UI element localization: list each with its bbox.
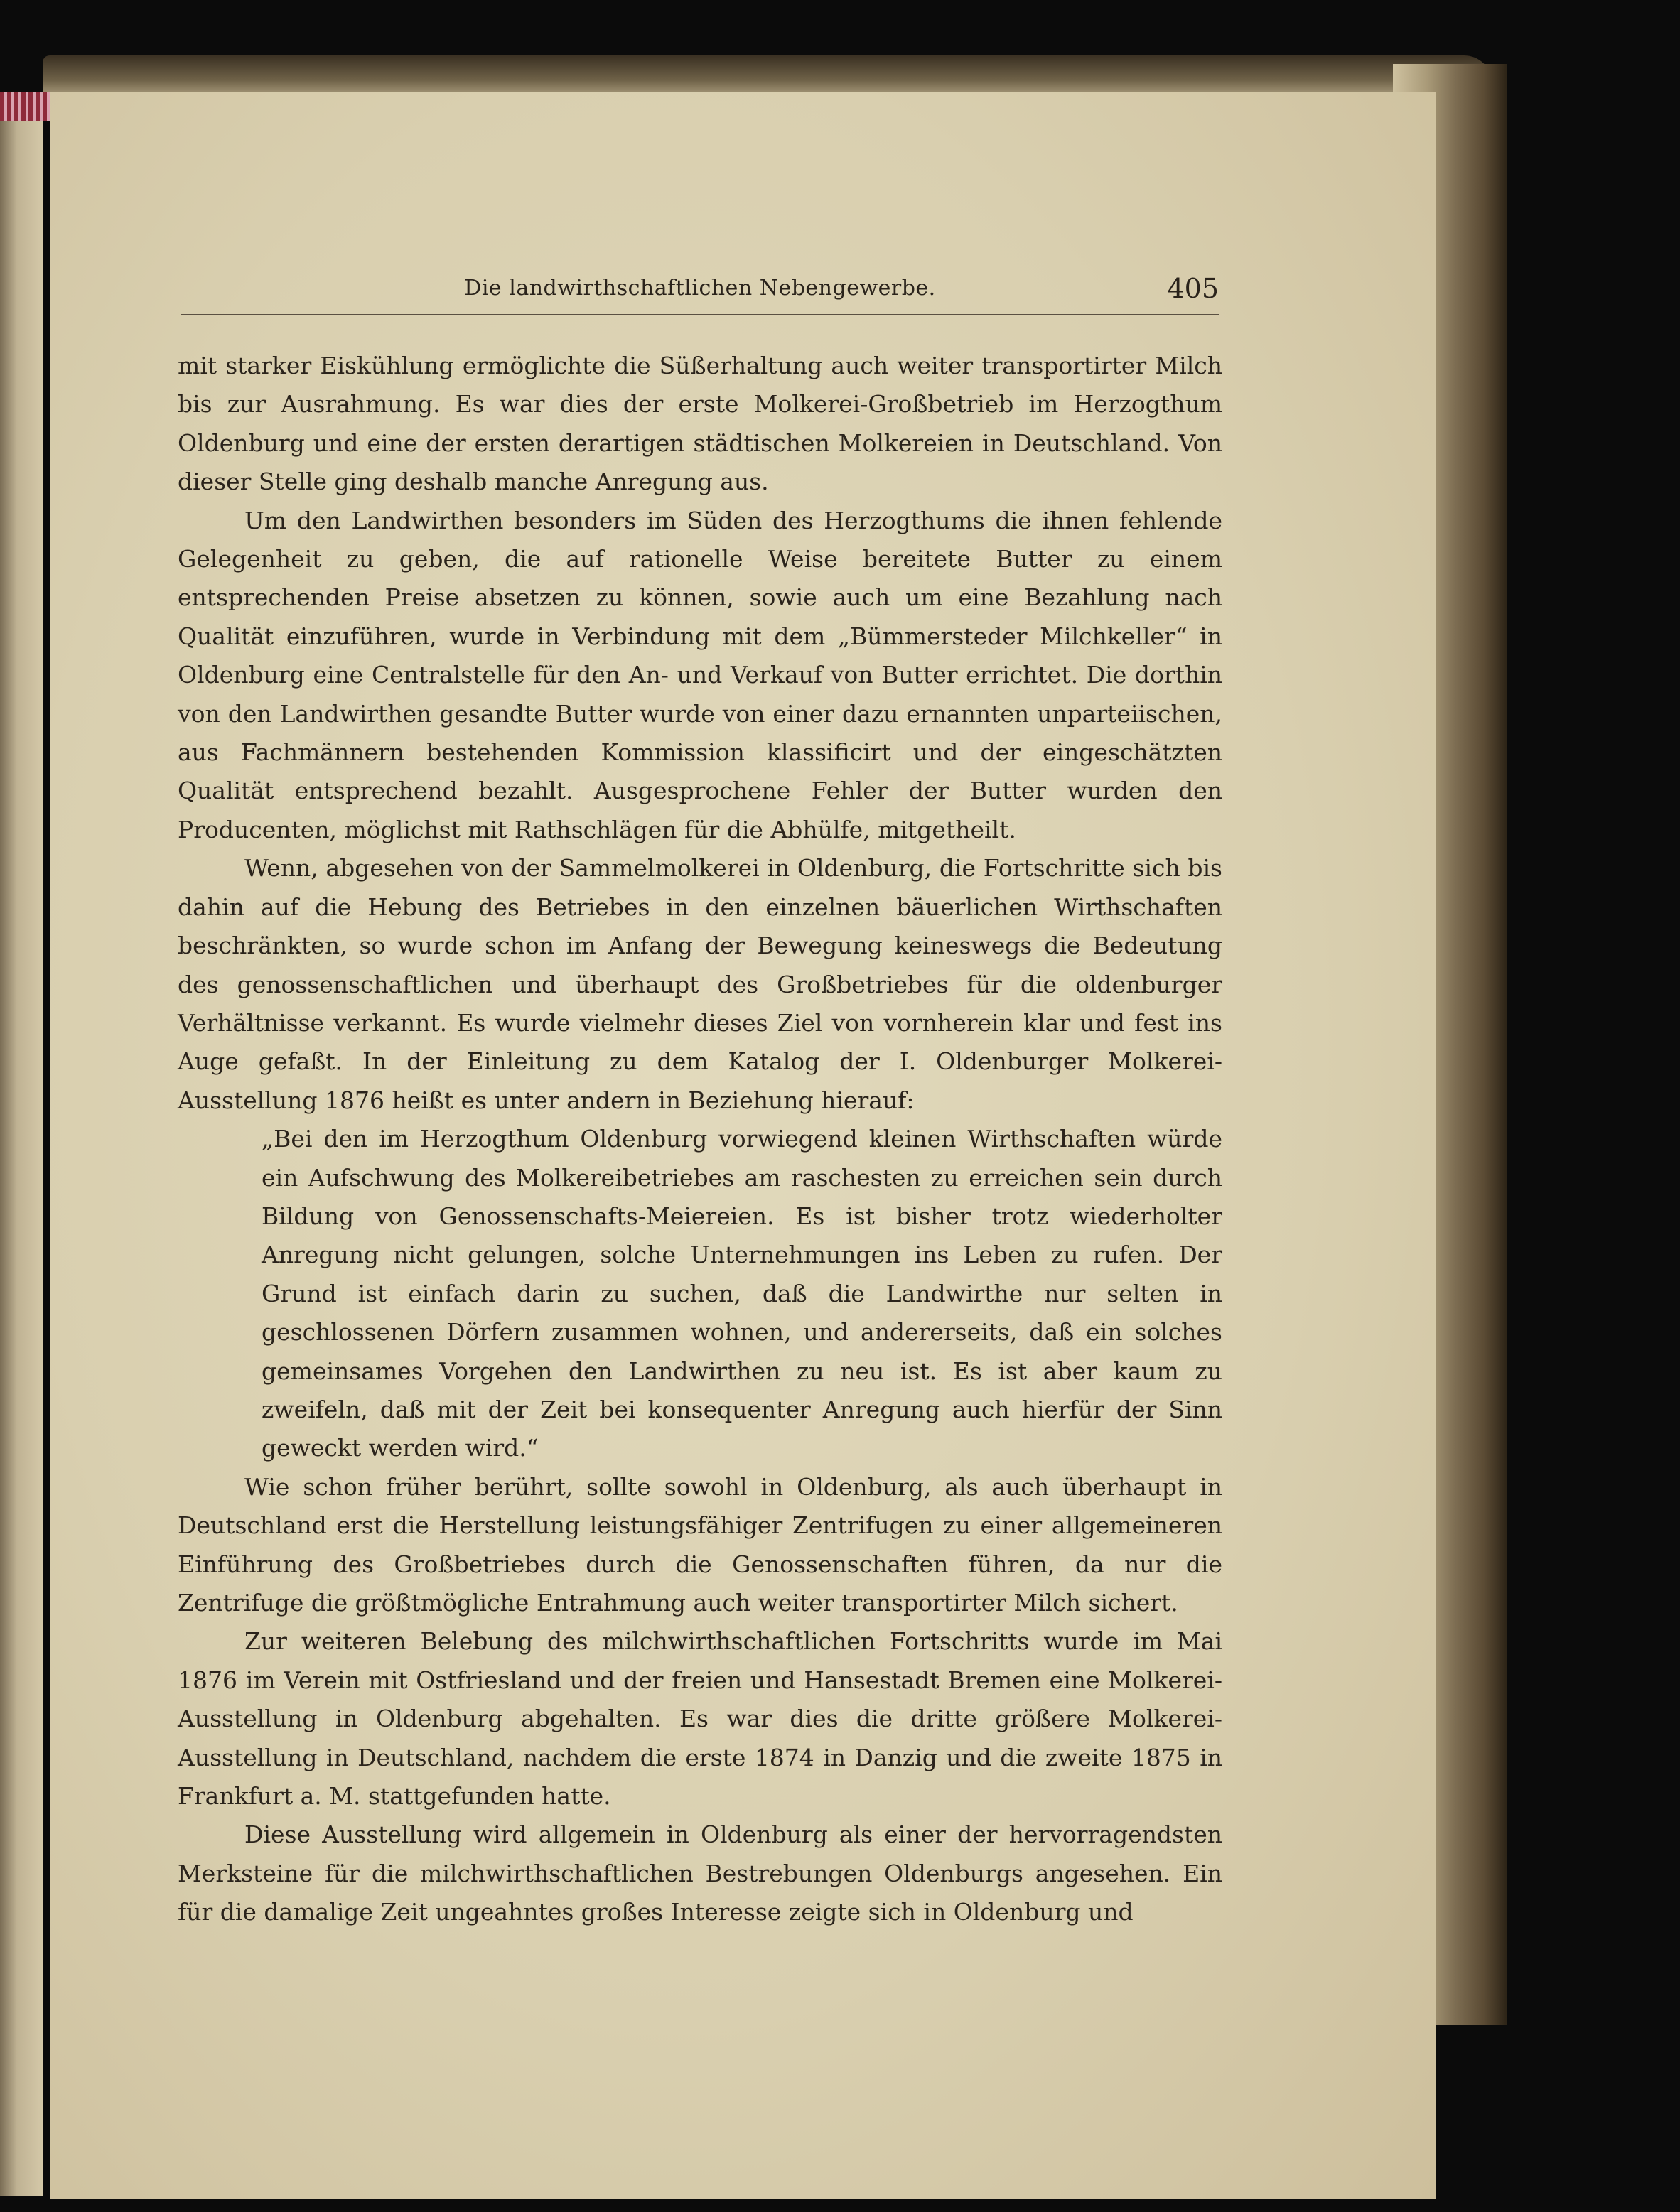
paragraph-4: Wie schon früher berührt, sollte sowohl in Oldenburg, als auch überhaupt in Deutschland erst die Herstellung leistungsfähiger Zentrifugen zu einer allgemeineren Einführung des Großbetriebes durch die Genossenschaften führen, da nur die Zentrifuge die größtmögliche Entrahmung auch weiter transportirter Milch sichert.: [178, 1472, 1222, 1617]
running-title: Die landwirthschaftlichen Nebengewerbe.: [464, 276, 936, 301]
running-header: [181, 273, 1219, 315]
page-body: [178, 347, 1222, 1932]
paragraph-1: mit starker Eiskühlung ermöglichte die Süßerhaltung auch weiter transportirter Milch bis zur Ausrahmung. Es war dies der erste Molkerei-Großbetrieb im Herzogthum Oldenburg und eine der ersten derartigen städtischen Molkereien in Deutschland. Von dieser Stelle ging deshalb manche Anregung aus.: [178, 352, 1222, 496]
previous-page-edge: [0, 107, 43, 2196]
paragraph-6: Diese Ausstellung wird allgemein in Oldenburg als einer der hervorragendsten Merksteine für die milchwirthschaftlichen Bestrebungen Oldenburgs angesehen. Ein für die damalige Zeit ungeahntes großes Interesse zeigte sich in Oldenburg und: [178, 1820, 1222, 1926]
ribbon-marker: [0, 92, 50, 121]
page-number: 405: [1167, 273, 1219, 304]
paragraph-2: Um den Landwirthen besonders im Süden des Herzogthums die ihnen fehlende Gelegenheit zu geben, die auf rationelle Weise bereitete Butter zu einem entsprechenden Preise absetzen zu können, sowie auch um eine Bezahlung nach Qualität einzuführen, wurde in Verbindung mit dem „Bümmersteder Milchkeller“ in Oldenburg eine Centralstelle für den An- und Verkauf von Butter errichtet. Die dorthin von den Landwirthen gesandte Butter wurde von einer dazu ernannten unparteiischen, aus Fachmännern bestehenden Kommission klassificirt und der eingeschätzten Qualität entsprechend bezahlt. Ausgesprochene Fehler der Butter wurden den Producenten, möglichst mit Rathschlägen für die Abhülfe, mitgetheilt.: [178, 506, 1222, 843]
paragraph-5: Zur weiteren Belebung des milchwirthschaftlichen Fortschritts wurde im Mai 1876 im Verein mit Ostfriesland und der freien und Hansestadt Bremen eine Molkerei-Ausstellung in Oldenburg abgehalten. Es war dies die dritte größere Molkerei-Ausstellung in Deutschland, nachdem die erste 1874 in Danzig und die zweite 1875 in Frankfurt a. M. stattgefunden hatte.: [178, 1627, 1222, 1811]
paragraph-3: Wenn, abgesehen von der Sammelmolkerei in Oldenburg, die Fortschritte sich bis dahin auf die Hebung des Betriebes in den einzelnen bäuerlichen Wirthschaften beschränkten, so wurde schon im Anfang der Bewegung keineswegs die Bedeutung des genossenschaftlichen und überhaupt des Großbetriebes für die oldenburger Verhältnisse verkannt. Es wurde vielmehr dieses Ziel von vornherein klar und fest ins Auge gefaßt. In der Einleitung zu dem Katalog der I. Oldenburger Molkerei-Ausstellung 1876 heißt es unter andern in Beziehung hierauf:: [178, 854, 1222, 1114]
block-quote: „Bei den im Herzogthum Oldenburg vorwiegend kleinen Wirthschaften würde ein Aufschwung des Molkereibetriebes am raschesten zu erreichen sein durch Bildung von Genossenschafts-Meiereien. Es ist bisher trotz wiederholter Anregung nicht gelungen, solche Unternehmungen ins Leben zu rufen. Der Grund ist einfach darin zu suchen, daß die Landwirthe nur selten in geschlossenen Dörfern zusammen wohnen, und andererseits, daß ein solches gemeinsames Vorgehen den Landwirthen zu neu ist. Es ist aber kaum zu zweifeln, daß mit der Zeit bei konsequenter Anregung auch hierfür der Sinn geweckt werden wird.“: [262, 1125, 1222, 1462]
